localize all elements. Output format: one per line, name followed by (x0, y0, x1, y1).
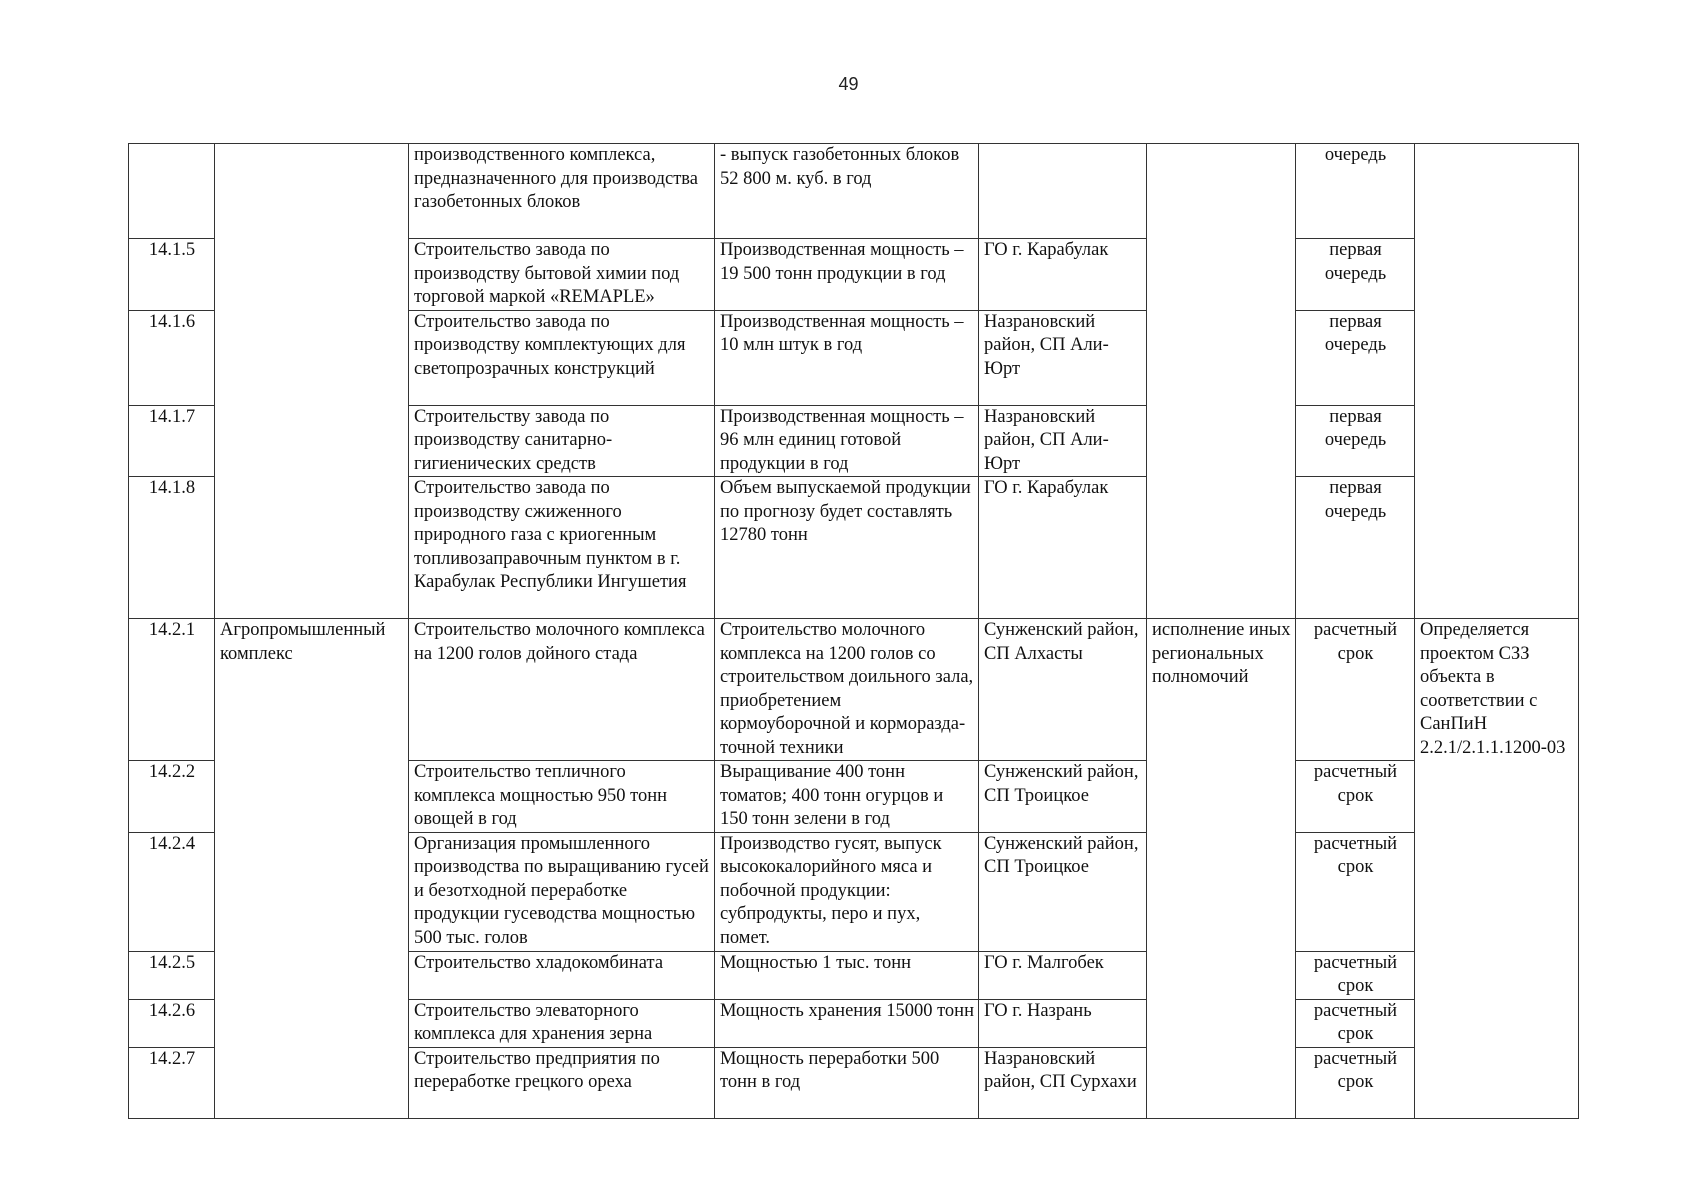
object-name-cell: Организация промышленного производства по выращиванию гусей и безотходной переработке продукции гусеводства мощностью 500 тыс. голов (409, 832, 715, 951)
authority-cell: исполнение иных региональных полномочий (1147, 619, 1296, 1119)
object-name-cell: Строительство завода по производству сжиженного природного газа с криогенным топливозаправочным пунктом в г. Карабулак Республики Ингушетия (409, 477, 715, 619)
stage-cell: расчетный срок (1296, 761, 1415, 833)
capacity-cell: Объем выпускаемой продукции по прогнозу будет составлять 12780 тонн (715, 477, 979, 619)
object-name-cell: Строительство хладокомбината (409, 951, 715, 999)
stage-cell: расчетный срок (1296, 832, 1415, 951)
location-cell: ГО г. Карабулак (979, 239, 1147, 311)
object-name-cell: Строительству завода по производству санитарно-гигиенических средств (409, 405, 715, 477)
stage-cell: первая очередь (1296, 477, 1415, 619)
object-name-cell: Строительство тепличного комплекса мощностью 950 тонн овощей в год (409, 761, 715, 833)
object-name-cell: Строительство предприятия по переработке грецкого ореха (409, 1047, 715, 1118)
row-number-cell: 14.2.4 (129, 832, 215, 951)
capacity-cell: Производственная мощность – 19 500 тонн продукции в год (715, 239, 979, 311)
object-name-cell: Строительство элеваторного комплекса для хранения зерна (409, 999, 715, 1047)
object-name-cell: Строительство завода по производству комплектующих для светопрозрачных конструкций (409, 310, 715, 405)
table-row (129, 619, 1579, 761)
location-cell: Сунженский район, СП Троицкое (979, 832, 1147, 951)
page-number: 49 (838, 74, 859, 94)
capacity-cell: Строительство молочного комплекса на 1200 голов со строительством доильного зала, приобретением кормоуборочной и кормораздаточной техники (715, 619, 979, 761)
stage-cell: очередь (1296, 144, 1415, 239)
row-number-cell: 14.2.1 (129, 619, 215, 761)
location-cell: Назрановский район, СП Али-Юрт (979, 405, 1147, 477)
capacity-cell: Мощностью 1 тыс. тонн (715, 951, 979, 999)
stage-cell: первая очередь (1296, 239, 1415, 311)
location-cell: ГО г. Карабулак (979, 477, 1147, 619)
capacity-cell: Производственная мощность – 96 млн единиц готовой продукции в год (715, 405, 979, 477)
object-name-cell: производственного комплекса, предназначенного для производства газобетонных блоков (409, 144, 715, 239)
stage-cell: расчетный срок (1296, 999, 1415, 1047)
row-number-cell: 14.2.5 (129, 951, 215, 999)
table-row (129, 144, 1579, 239)
location-cell: Сунженский район, СП Троицкое (979, 761, 1147, 833)
note-cell (1415, 144, 1579, 619)
capacity-cell: Мощность переработки 500 тонн в год (715, 1047, 979, 1118)
location-cell: ГО г. Назрань (979, 999, 1147, 1047)
stage-cell: расчетный срок (1296, 619, 1415, 761)
capacity-cell: Мощность хранения 15000 тонн (715, 999, 979, 1047)
object-name-cell: Строительство завода по производству бытовой химии под торговой маркой «REMAPLE» (409, 239, 715, 311)
stage-cell: первая очередь (1296, 405, 1415, 477)
stage-cell: первая очередь (1296, 310, 1415, 405)
location-cell: Назрановский район, СП Сурхахи (979, 1047, 1147, 1118)
location-cell: Назрановский район, СП Али-Юрт (979, 310, 1147, 405)
note-cell: Определяется проектом СЗЗ объекта в соответствии с СанПиН 2.2.1/2.1.1.1200-03 (1415, 619, 1579, 1119)
row-number-cell (129, 144, 215, 239)
stage-cell: расчетный срок (1296, 1047, 1415, 1118)
object-name-cell: Строительство молочного комплекса на 1200 голов дойного стада (409, 619, 715, 761)
row-number-cell: 14.1.8 (129, 477, 215, 619)
capacity-cell: Выращивание 400 тонн томатов; 400 тонн огурцов и 150 тонн зелени в год (715, 761, 979, 833)
capacity-cell: - выпуск газобетонных блоков 52 800 м. куб. в год (715, 144, 979, 239)
row-number-cell: 14.1.6 (129, 310, 215, 405)
row-number-cell: 14.2.2 (129, 761, 215, 833)
row-number-cell: 14.1.5 (129, 239, 215, 311)
location-cell: ГО г. Малгобек (979, 951, 1147, 999)
location-cell: Сунженский район, СП Алхасты (979, 619, 1147, 761)
row-number-cell: 14.2.6 (129, 999, 215, 1047)
row-number-cell: 14.1.7 (129, 405, 215, 477)
capacity-cell: Производственная мощность – 10 млн штук в год (715, 310, 979, 405)
category-cell: Агропромышленный комплекс (215, 619, 409, 1119)
location-cell (979, 144, 1147, 239)
authority-cell (1147, 144, 1296, 619)
stage-cell: расчетный срок (1296, 951, 1415, 999)
capacity-cell: Производство гусят, выпуск высококалорийного мяса и побочной продукции: субпродукты, перо и пух, помет. (715, 832, 979, 951)
objects-table (128, 143, 1579, 1119)
row-number-cell: 14.2.7 (129, 1047, 215, 1118)
category-cell (215, 144, 409, 619)
